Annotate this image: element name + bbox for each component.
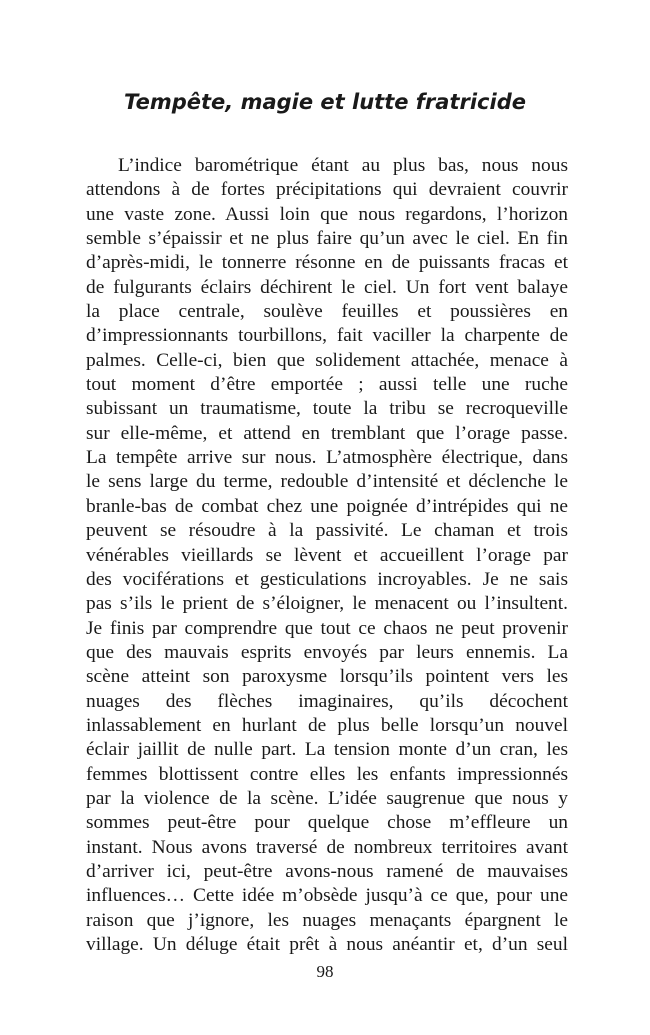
text-line: pas s’ils le prient de s’éloigner, le menacent ou l’insultent. <box>86 593 568 615</box>
text-line: la place centrale, soulève feuilles et poussières en <box>86 301 568 323</box>
text-line: inlassablement en hurlant de plus belle lorsqu’un nouvel <box>86 714 568 736</box>
text-line: raison que j’ignore, les nuages menaçants épargnent le <box>86 909 568 931</box>
text-line: influences… Cette idée m’obsède jusqu’à ce que, pour une <box>86 885 568 907</box>
text-line: sommes peut-être pour quelque chose m’effleure un <box>86 812 568 834</box>
text-line: de fulgurants éclairs déchirent le ciel. Un fort vent balaye <box>86 276 568 298</box>
text-line: La tempête arrive sur nous. L’atmosphère électrique, dans <box>86 447 568 469</box>
text-line: le sens large du terme, redouble d’intensité et déclenche le <box>86 471 568 493</box>
page-number: 98 <box>316 962 334 981</box>
text-line: instant. Nous avons traversé de nombreux territoires avant <box>86 836 568 858</box>
body-paragraph <box>86 154 568 957</box>
text-line: L’indice barométrique étant au plus bas, nous nous <box>118 155 568 176</box>
text-line: village. Un déluge était prêt à nous anéantir et, d’un seul <box>86 934 568 955</box>
text-line: d’impressionnants tourbillons, fait vaciller la charpente de <box>86 325 568 347</box>
text-line: attendons à de fortes précipitations qui devraient couvrir <box>86 179 568 201</box>
text-line: semble s’épaissir et ne plus faire qu’un avec le ciel. En fin <box>86 228 568 250</box>
text-line: sur elle-même, et attend en tremblant que l’orage passe. <box>86 422 568 444</box>
text-line: vénérables vieillards se lèvent et accueillent l’orage par <box>86 544 568 566</box>
text-line: par la violence de la scène. L’idée saugrenue que nous y <box>86 787 568 809</box>
text-line: peuvent se résoudre à la passivité. Le chaman et trois <box>86 520 568 542</box>
text-line: nuages des flèches imaginaires, qu’ils décochent <box>86 690 568 712</box>
text-line: Je finis par comprendre que tout ce chaos ne peut provenir <box>86 617 568 639</box>
text-line: subissant un traumatisme, toute la tribu se recroqueville <box>86 398 568 420</box>
text-line: que des mauvais esprits envoyés par leurs ennemis. La <box>86 641 568 663</box>
text-line: une vaste zone. Aussi loin que nous regardons, l’horizon <box>86 203 568 225</box>
text-line: des vociférations et gesticulations incroyables. Je ne sais <box>86 568 568 590</box>
text-line: femmes blottissent contre elles les enfants impressionnés <box>86 763 568 785</box>
text-line: tout moment d’être emportée ; aussi telle une ruche <box>86 374 568 396</box>
text-line: palmes. Celle-ci, bien que solidement attachée, menace à <box>86 349 568 371</box>
text-line: scène atteint son paroxysme lorsqu’ils pointent vers les <box>86 666 568 688</box>
text-line: éclair jaillit de nulle part. La tension monte d’un cran, les <box>86 739 568 761</box>
text-line: d’après-midi, le tonnerre résonne en de puissants fracas et <box>86 252 568 274</box>
chapter-title: Tempête, magie et lutte fratricide <box>124 90 526 114</box>
text-line: branle-bas de combat chez une poignée d’intrépides qui ne <box>86 495 568 517</box>
text-line: d’arriver ici, peut-être avons-nous ramené de mauvaises <box>86 860 568 882</box>
